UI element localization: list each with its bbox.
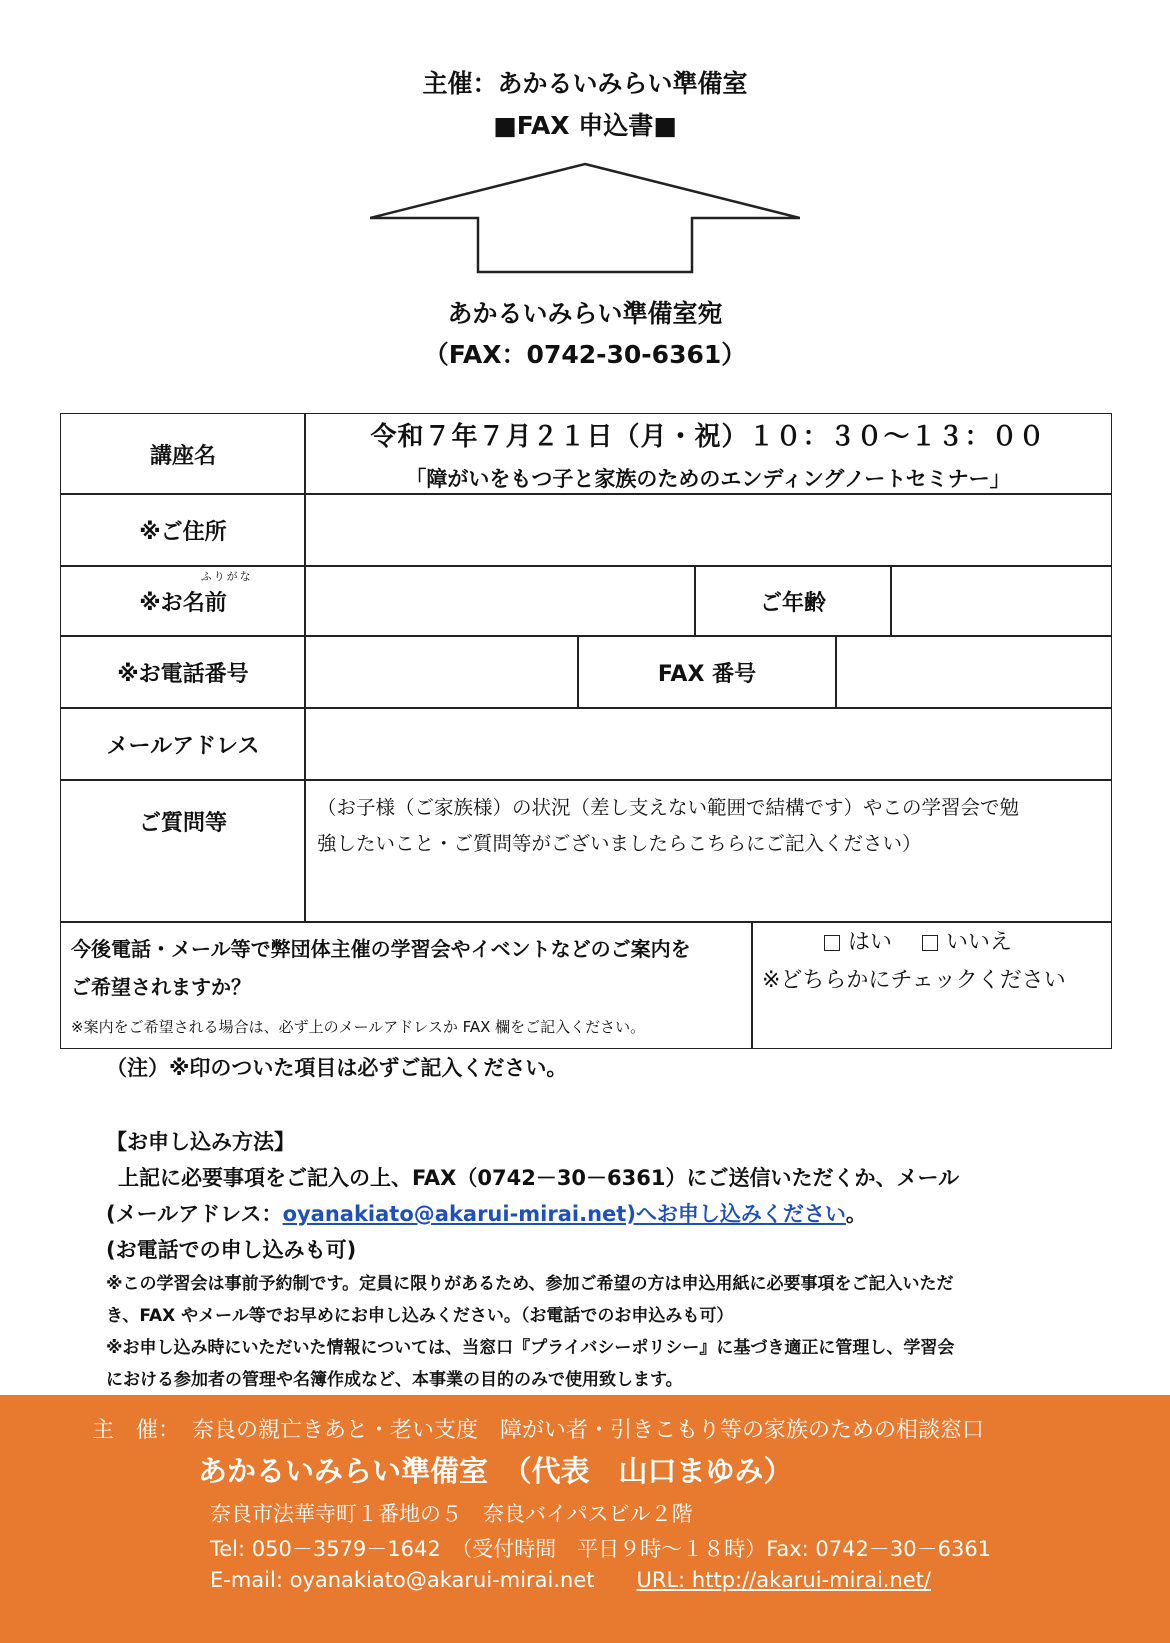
method-email-prefix: (メールアドレス： xyxy=(106,1202,283,1226)
recipient-fax-number: （FAX：0742-30-6361） xyxy=(423,340,747,369)
method-heading: 【お申し込み方法】 xyxy=(106,1130,295,1154)
course-info xyxy=(304,413,1112,495)
question-field[interactable] xyxy=(304,779,1112,923)
footer-email[interactable]: E-mail: oyanakiato@akarui-mirai.net xyxy=(210,1568,595,1592)
phone-label: ※お電話番号 xyxy=(60,635,306,709)
age-field[interactable] xyxy=(890,565,1112,637)
application-form xyxy=(60,413,1112,1049)
footer-address: 奈良市法華寺町１番地の５ 奈良バイパスビル２階 xyxy=(210,1502,693,1526)
method-text-line2 xyxy=(106,1196,1116,1232)
organizer-heading: 主催：あかるいみらい準備室 xyxy=(422,69,748,98)
method-text-line1: 上記に必要事項をご記入の上、FAX（0742－30－6361）にご送信いただくか、メール xyxy=(118,1166,960,1190)
guide-question-line2: ご希望されますか？ xyxy=(71,975,251,999)
phone-field[interactable] xyxy=(304,635,579,709)
fine-print-2a: ※お申し込み時にいただいた情報については、当窓口『プライバシーポリシー』に基づき適正に管理し、学習会 xyxy=(106,1338,955,1358)
fax-field[interactable] xyxy=(835,635,1112,709)
footer-organizer-label: 主 催： xyxy=(92,1418,181,1443)
footer-url-link[interactable]: URL: http://akarui-mirai.net/ xyxy=(636,1568,931,1592)
consent-instruction: ※どちらかにチェックください xyxy=(762,968,1066,993)
email-label: メールアドレス xyxy=(60,707,306,781)
footer-organizer-description: 奈良の親亡きあと・老い支度 障がい者・引きこもり等の家族のための相談窓口 xyxy=(192,1418,985,1443)
name-kanji-with-ruby xyxy=(182,569,253,617)
consent-no-option[interactable] xyxy=(922,928,1012,958)
checkbox-icon[interactable] xyxy=(824,935,840,951)
name-field[interactable] xyxy=(304,565,696,637)
name-ruby: ふりがな xyxy=(200,569,253,583)
guide-question xyxy=(60,921,753,1049)
course-date: 令和７年７月２１日（月・祝）１０：３０〜１３：００ xyxy=(370,421,1046,452)
question-label: ご質問等 xyxy=(60,779,306,923)
required-note: （注）※印のついた項目は必ずご記入ください。 xyxy=(106,1056,568,1080)
email-link[interactable]: oyanakiato@akarui-mirai.net)へお申し込みください xyxy=(282,1202,846,1226)
method-email-suffix: 。 xyxy=(845,1202,867,1226)
age-label: ご年齢 xyxy=(694,565,892,637)
question-hint-line2: 強したいこと・ご質問等がございましたらこちらにご記入ください） xyxy=(317,832,922,855)
course-title: 「障がいをもつ子と家族のためのエンディングノートセミナー」 xyxy=(405,466,1011,491)
document-title: ■FAX 申込書■ xyxy=(493,111,677,140)
footer-banner xyxy=(0,1395,1170,1643)
consent-no-label: いいえ xyxy=(946,930,1013,955)
address-field[interactable] xyxy=(304,493,1112,567)
up-arrow-icon xyxy=(370,158,800,276)
address-label: ※ご住所 xyxy=(60,493,306,567)
question-hint-line1: （お子様（ご家族様）の状況（差し支えない範囲で結構です）やこの学習会で勉 xyxy=(317,796,1020,819)
recipient-heading: あかるいみらい準備室宛 xyxy=(447,299,723,328)
name-prefix: ※お xyxy=(139,590,183,616)
method-phone-note: (お電話での申し込みも可) xyxy=(106,1238,357,1262)
footer-web-line xyxy=(210,1568,931,1592)
fine-print-1a: ※この学習会は事前予約制です。定員に限りがあるため、参加ご希望の方は申込用紙に必要事項をご記入いただ xyxy=(106,1274,954,1294)
fax-label: FAX 番号 xyxy=(577,635,837,709)
application-method xyxy=(106,1124,1116,1396)
checkbox-icon[interactable] xyxy=(922,935,938,951)
guide-question-line1: 今後電話・メール等で弊団体主催の学習会やイベントなどのご案内を xyxy=(71,937,691,961)
guide-note: ※案内をご希望される場合は、必ず上のメールアドレスか FAX 欄をご記入ください。 xyxy=(71,1018,646,1036)
name-kanji: 名前 xyxy=(182,590,227,616)
course-label: 講座名 xyxy=(60,413,306,495)
fine-print-1b: き、FAX やメール等でお早めにお申し込みください。（お電話でのお申込みも可） xyxy=(106,1306,734,1326)
consent-yes-label: はい xyxy=(848,930,893,955)
email-field[interactable] xyxy=(304,707,1112,781)
name-label xyxy=(60,565,306,637)
footer-organizer-line xyxy=(92,1413,984,1444)
consent-options xyxy=(751,921,1112,1049)
footer-contact: Tel: 050－3579－1642 （受付時間 平日９時〜１８時）Fax: 0742－30－6361 xyxy=(210,1537,992,1561)
fine-print-2b: における参加者の管理や名簿作成など、本事業の目的のみで使用致します。 xyxy=(106,1370,683,1390)
footer-organization-name: あかるいみらい準備室 （代表 山口まゆみ） xyxy=(198,1454,793,1488)
consent-yes-option[interactable] xyxy=(824,928,892,958)
